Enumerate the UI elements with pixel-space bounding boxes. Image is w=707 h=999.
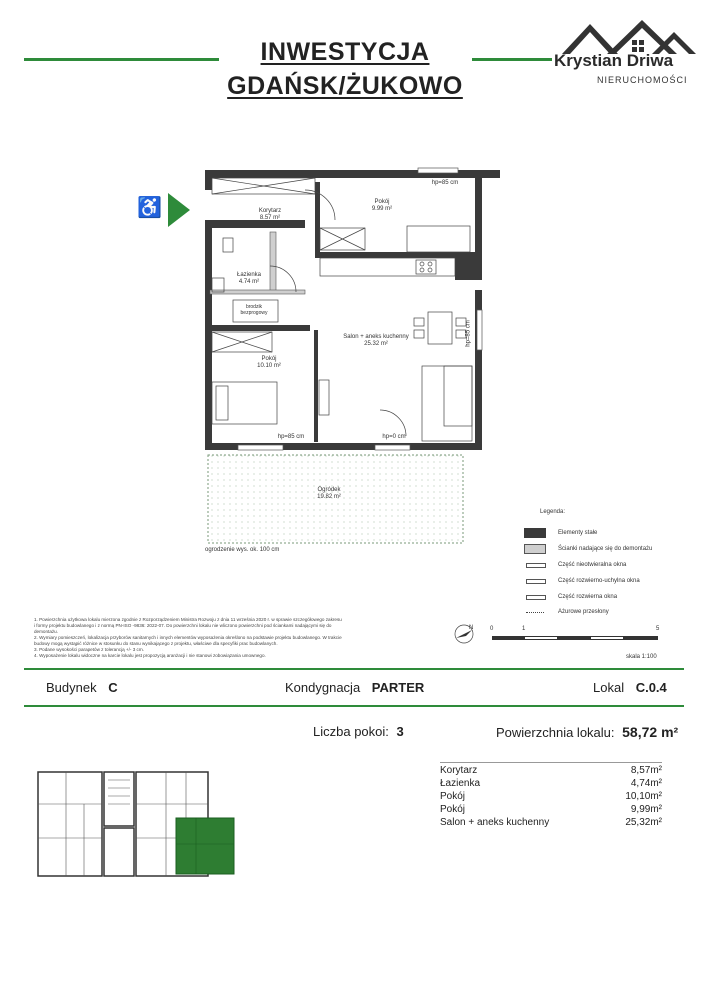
room-list-area: 25,32m² xyxy=(625,817,662,828)
area-label: Powierzchnia lokalu: xyxy=(496,725,615,740)
room-list-name: Korytarz xyxy=(440,765,478,776)
area-value: 58,72 m² xyxy=(622,724,679,740)
room-list-area: 9,99m² xyxy=(630,804,662,815)
room-name: Pokój xyxy=(261,356,277,362)
unit-value: C.0.4 xyxy=(635,680,667,695)
legend-title: Legenda: xyxy=(540,509,566,515)
scale-tick-0: 0 xyxy=(490,626,494,632)
window-height-4: hp=85 cm xyxy=(465,320,472,347)
note-line: i formy projektu budowlanego i z normą PN-ISO -9836: 2022-07. Do powierzchni lokalu nie wliczono powierzchni pod ściankami nadającymi się do xyxy=(34,623,332,628)
info-top-bar xyxy=(24,668,684,670)
legend-swatch-removable xyxy=(524,544,546,554)
room-name: Korytarz xyxy=(258,208,282,214)
unit-label: Lokal xyxy=(593,680,625,695)
scale-bar xyxy=(488,626,663,666)
note-line: demontażu. xyxy=(34,629,59,634)
room-korytarz-label xyxy=(245,208,295,222)
info-bottom-bar xyxy=(24,705,684,707)
window-height-3: hp=0 cm xyxy=(382,434,406,440)
room-area: 10.10 m² xyxy=(257,363,281,369)
room-list-name: Łazienka xyxy=(440,778,481,789)
shower-label: brodzik bezprogowy xyxy=(240,304,268,316)
room-list-area: 4,74m² xyxy=(630,778,662,789)
header-left-bar xyxy=(24,58,219,61)
logo-name: Krystian Driwa xyxy=(554,51,674,70)
room-name: Ogródek xyxy=(317,487,341,493)
legend-item: Część rozwierna okna xyxy=(558,594,618,600)
room-lazienka-label xyxy=(224,272,274,286)
wheelchair-icon: ♿ xyxy=(137,197,162,219)
room-area: 19.82 m² xyxy=(317,494,341,500)
legend-item: Ścianki nadające się do demontażu xyxy=(558,546,653,552)
window-height-1: hp=85 cm xyxy=(431,180,459,186)
scale-tick-1: 1 xyxy=(522,626,526,632)
fence-label: ogrodzenie wys. ok. 100 cm xyxy=(205,547,280,553)
legend-item: Część rozwierno-uchylna okna xyxy=(558,578,640,584)
entrance-arrow-icon xyxy=(168,193,192,227)
floor-value: PARTER xyxy=(371,680,425,695)
svg-text:N: N xyxy=(469,625,474,631)
scale-bar-graphic xyxy=(492,636,658,640)
note-line: budowy mogą wystąpić różnice w stosunku do stanu wynikającego z projektu, właściwe dla specyfiki prac budowlanych. xyxy=(34,641,278,646)
note-line: 2. Wymiary pomieszczeń, lokalizacja przyborów sanitarnych i innych elementów wyposażenia określono na podstawie projektu budowlanego. W trakcie xyxy=(34,635,342,640)
rooms-value: 3 xyxy=(396,724,404,739)
notes xyxy=(34,617,424,659)
rooms-count xyxy=(313,724,404,739)
building-label: Budynek xyxy=(46,680,97,695)
legend-item: Część nieotwieralna okna xyxy=(558,562,627,568)
floor-info xyxy=(285,680,424,695)
floor-label: Kondygnacja xyxy=(285,680,361,695)
highlighted-unit xyxy=(176,818,234,874)
room-list-row xyxy=(440,777,662,790)
room-pokoj2-label xyxy=(244,356,294,370)
room-list-row xyxy=(440,762,662,777)
company-logo xyxy=(552,18,697,88)
note-line: 1. Powierzchnia użytkowa lokalu mierzona zgodnie z Rozporządzeniem Ministra Rozwoju z dnia 11 września 2020 r. w sprawie szczegółowego zakresu xyxy=(34,617,342,622)
room-list-area: 8,57m² xyxy=(630,765,662,776)
room-list-area: 10,10m² xyxy=(625,791,662,802)
room-area: 8.57 m² xyxy=(259,215,281,221)
unit-info xyxy=(593,680,667,695)
room-area: 4.74 m² xyxy=(238,279,260,285)
room-list-name: Pokój xyxy=(440,804,466,815)
room-name: Salon + aneks kuchenny xyxy=(343,334,409,340)
scale-label: skala 1:100 xyxy=(626,654,657,660)
legend-item: Ażurowe przesłony xyxy=(558,609,609,615)
building-value: C xyxy=(108,680,118,695)
logo-subtitle: NIERUCHOMOŚCI xyxy=(597,75,688,85)
room-list-name: Pokój xyxy=(440,791,466,802)
room-salon-label xyxy=(336,334,416,348)
room-list-row xyxy=(440,816,662,829)
area-total xyxy=(496,724,678,740)
room-area: 9.99 m² xyxy=(371,206,393,212)
key-plan xyxy=(36,768,246,880)
room-list-row xyxy=(440,790,662,803)
north-arrow-icon xyxy=(452,622,476,646)
note-line: 3. Podane wysokości parapetów z tolerancją +/- 3 cm. xyxy=(34,647,144,652)
legend-item: Elementy stałe xyxy=(558,530,598,536)
room-list-name: Salon + aneks kuchenny xyxy=(440,817,550,828)
room-list xyxy=(440,762,662,829)
rooms-label: Liczba pokoi: xyxy=(313,724,389,739)
room-ogrodek-label xyxy=(304,487,354,501)
legend-swatch-screen xyxy=(526,612,544,613)
room-name: Pokój xyxy=(374,199,390,205)
note-line: 4. Wyposażenie lokalu widoczne na karcie lokalu jest propozycją aranżacji i nie stanowi zobowiązania umownego. xyxy=(34,653,266,658)
legend-swatch-window-tilt xyxy=(526,579,546,584)
building-info xyxy=(46,680,118,695)
room-name: Łazienka xyxy=(236,272,262,278)
legend-swatch-window-open xyxy=(526,595,546,600)
room-area: 25.32 m² xyxy=(364,341,388,347)
page-title-line2: GDAŃSK/ŻUKOWO xyxy=(227,72,463,100)
legend-swatch-window-fixed xyxy=(526,563,546,568)
window-height-2: hp=85 cm xyxy=(277,434,305,440)
scale-tick-5: 5 xyxy=(656,626,660,632)
page-title-line1: INWESTYCJA xyxy=(260,38,430,66)
legend-swatch-fixed xyxy=(524,528,546,538)
room-pokoj1-label xyxy=(357,199,407,213)
room-list-row xyxy=(440,803,662,816)
